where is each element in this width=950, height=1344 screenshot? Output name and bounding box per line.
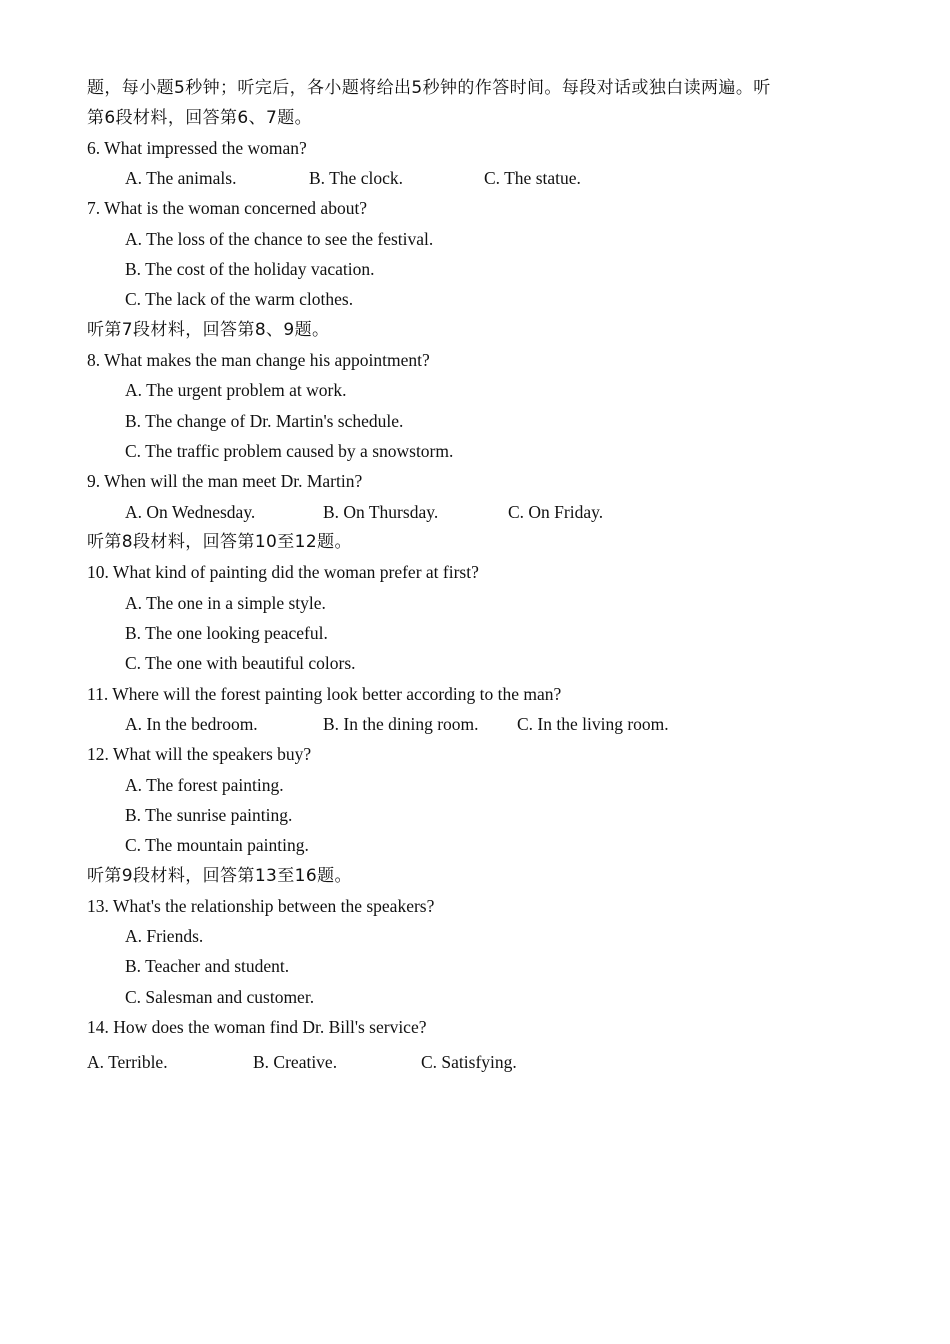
q6-option-c: C. The statue. [484, 168, 581, 188]
q9-option-b: B. On Thursday. [323, 502, 439, 522]
question-13: 13. What's the relationship between the speakers? [87, 896, 435, 916]
q14-option-b: B. Creative. [253, 1052, 338, 1072]
q10-option-b: B. The one looking peaceful. [125, 623, 328, 643]
q10-option-a: A. The one in a simple style. [125, 593, 326, 613]
question-11: 11. Where will the forest painting look better according to the man? [87, 684, 562, 704]
question-10: 10. What kind of painting did the woman prefer at first? [87, 562, 479, 582]
q12-option-c: C. The mountain painting. [125, 835, 309, 855]
q13-option-b: B. Teacher and student. [125, 956, 290, 976]
q14-option-c: C. Satisfying. [421, 1052, 517, 1072]
section-7-heading: 听第7段材料，回答第8、9题。 [87, 320, 330, 340]
q6-option-a: A. The animals. [125, 168, 237, 188]
q7-option-a: A. The loss of the chance to see the festival. [125, 229, 434, 249]
q8-option-b: B. The change of Dr. Martin's schedule. [125, 411, 404, 431]
q13-option-c: C. Salesman and customer. [125, 987, 315, 1007]
q11-option-b: B. In the dining room. [323, 714, 479, 734]
q6-option-b: B. The clock. [309, 168, 403, 188]
question-8: 8. What makes the man change his appointment? [87, 350, 430, 370]
question-7: 7. What is the woman concerned about? [87, 198, 368, 218]
q9-option-c: C. On Friday. [508, 502, 604, 522]
section-9-heading: 听第9段材料，回答第13至16题。 [87, 866, 352, 886]
q12-option-b: B. The sunrise painting. [125, 805, 293, 825]
section-8-heading: 听第8段材料，回答第10至12题。 [87, 532, 352, 552]
q7-option-b: B. The cost of the holiday vacation. [125, 259, 375, 279]
instructions-line-1: 题，每小题5秒钟；听完后，各小题将给出5秒钟的作答时间。每段对话或独白读两遍。听 [87, 78, 771, 98]
q7-option-c: C. The lack of the warm clothes. [125, 289, 354, 309]
q11-option-a: A. In the bedroom. [125, 714, 258, 734]
q14-option-a: A. Terrible. [87, 1052, 168, 1072]
q11-option-c: C. In the living room. [517, 714, 669, 734]
question-9: 9. When will the man meet Dr. Martin? [87, 471, 363, 491]
q13-option-a: A. Friends. [125, 926, 204, 946]
q12-option-a: A. The forest painting. [125, 775, 284, 795]
question-6: 6. What impressed the woman? [87, 138, 307, 158]
q9-option-a: A. On Wednesday. [125, 502, 256, 522]
q10-option-c: C. The one with beautiful colors. [125, 653, 356, 673]
q8-option-c: C. The traffic problem caused by a snowstorm. [125, 441, 454, 461]
instructions-line-2: 第6段材料，回答第6、7题。 [87, 108, 313, 128]
question-14: 14. How does the woman find Dr. Bill's service? [87, 1017, 427, 1037]
q8-option-a: A. The urgent problem at work. [125, 380, 347, 400]
question-12: 12. What will the speakers buy? [87, 744, 312, 764]
